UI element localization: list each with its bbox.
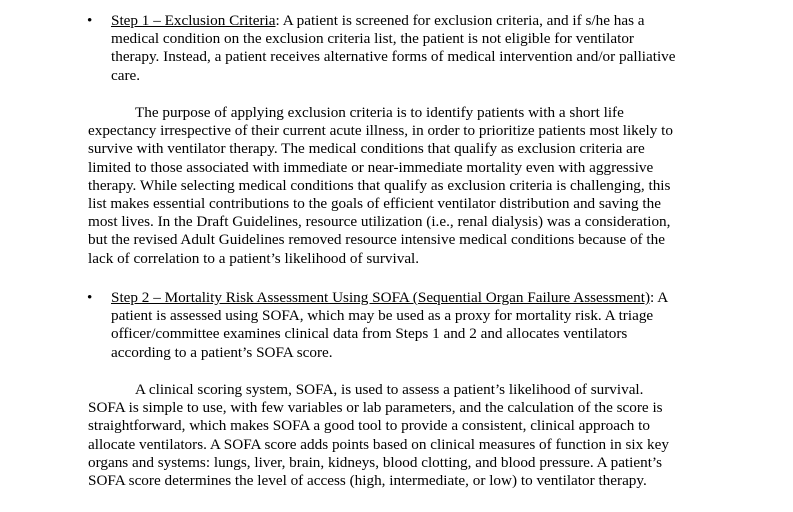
bullet-line: Step 2 – Mortality Risk Assessment Using SOFA (Sequential Organ Failure Assessment): A [111, 289, 669, 306]
bullet-line: officer/committee examines clinical data from Steps 1 and 2 and allocates ventilators [111, 325, 628, 343]
bullet-item-step-1 [87, 12, 717, 85]
bullet-icon: • [87, 12, 93, 29]
paragraph-line: SOFA score determines the level of access (high, intermediate, or low) to ventilator therapy. [88, 472, 647, 490]
bullet-item-step-2 [87, 289, 717, 362]
paragraph-line: The purpose of applying exclusion criteria is to identify patients with a short life [135, 104, 624, 121]
paragraph-line: expectancy irrespective of their current acute illness, in order to prioritize patients most likely to [88, 122, 673, 140]
paragraph-line: list makes essential contributions to the goals of efficient ventilator distribution and saving the [88, 195, 661, 213]
bullet-line: patient is assessed using SOFA, which may be used as a proxy for mortality risk. A triage [111, 307, 654, 325]
paragraph-line: A clinical scoring system, SOFA, is used to assess a patient’s likelihood of survival. [135, 381, 644, 398]
bullet-line: Step 1 – Exclusion Criteria: A patient is screened for exclusion criteria, and if s/he has a [111, 12, 645, 29]
step-heading: Step 2 – Mortality Risk Assessment Using SOFA (Sequential Organ Failure Assessment) [111, 289, 651, 306]
bullet-line: medical condition on the exclusion criteria list, the patient is not eligible for ventilator [111, 30, 634, 48]
paragraph-line: lack of correlation to a patient’s likelihood of survival. [88, 249, 420, 267]
paragraph-exclusion-purpose [88, 104, 710, 268]
bullet-text [111, 12, 717, 85]
paragraph-line: but the revised Adult Guidelines removed resource intensive medical conditions because of the [88, 231, 665, 249]
paragraph-line: straightforward, which makes SOFA a good tool to provide a consistent, clinical approach to [88, 417, 650, 435]
bullet-line: according to a patient’s SOFA score. [111, 343, 333, 361]
paragraph-line: survive with ventilator therapy. The medical conditions that qualify as exclusion criteria are [88, 140, 645, 158]
bullet-icon: • [87, 289, 93, 306]
bullet-line: care. [111, 66, 141, 84]
paragraph-line: SOFA is simple to use, with few variables or lab parameters, and the calculation of the score is [88, 399, 663, 417]
paragraph-line: limited to those associated with immediate or near-immediate mortality even with aggressive [88, 158, 654, 176]
bullet-line: therapy. Instead, a patient receives alternative forms of medical intervention and/or palliative [111, 48, 676, 66]
paragraph-line: allocate ventilators. A SOFA score adds points based on clinical measures of function in six key [88, 435, 669, 453]
bullet-text [111, 289, 717, 362]
paragraph-line: organs and systems: lungs, liver, brain, kidneys, blood clotting, and blood pressure. A patient’s [88, 453, 663, 471]
paragraph-sofa-description [88, 381, 710, 490]
step-heading: Step 1 – Exclusion Criteria [111, 12, 276, 29]
paragraph-line: therapy. While selecting medical conditions that qualify as exclusion criteria is challenging, this [88, 176, 671, 194]
paragraph-line: most lives. In the Draft Guidelines, resource utilization (i.e., renal dialysis) was a consideration, [88, 213, 671, 231]
